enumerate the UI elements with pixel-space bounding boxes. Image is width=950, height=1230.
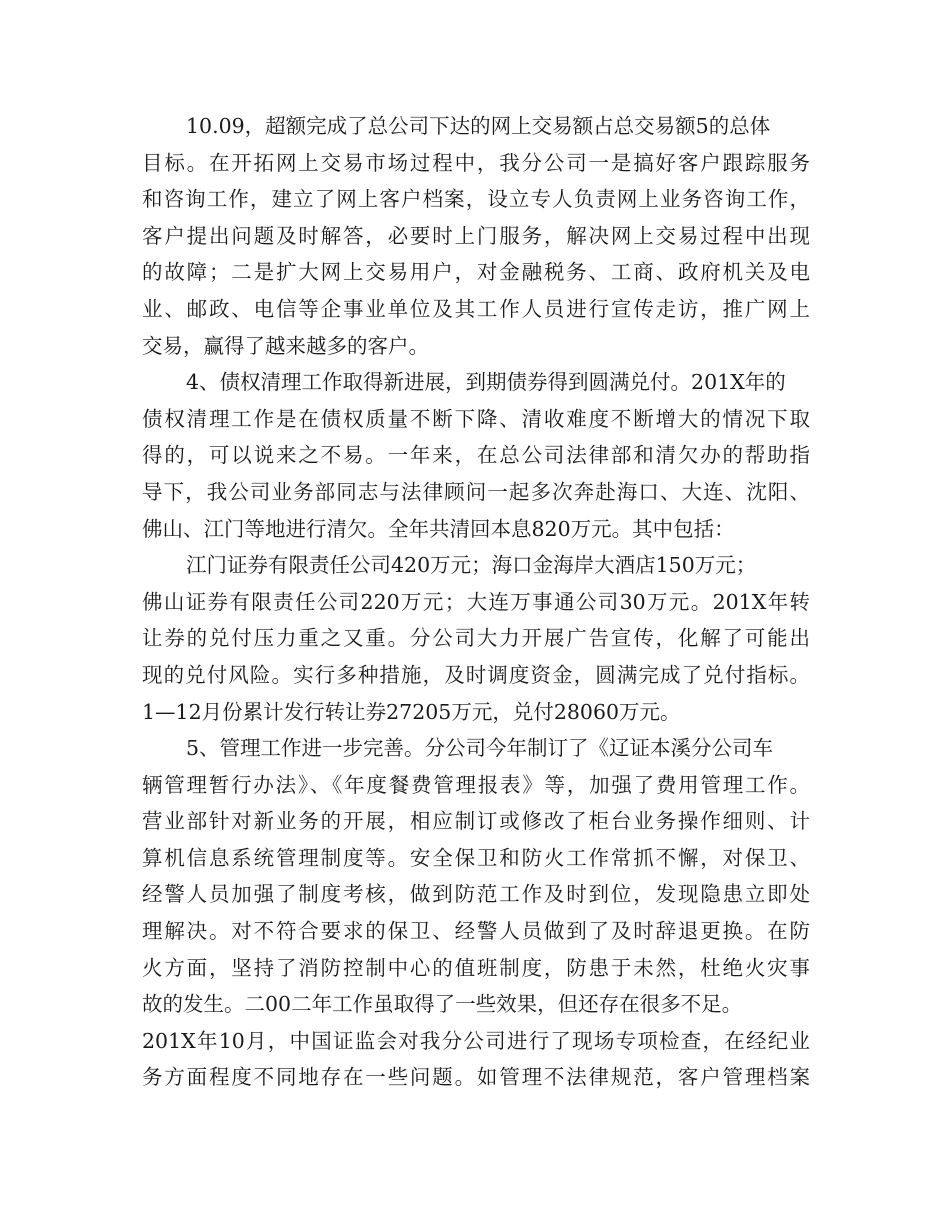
text-line: 让券的兑付压力重之又重。分公司大力开展广告宣传，化解了可能出	[142, 626, 810, 651]
text-line: 业、邮政、电信等企事业单位及其工作人员进行宣传走访，推广网上	[142, 296, 810, 321]
text-line: 得的，可以说来之不易。一年来，在总公司法律部和清欠办的帮助指	[142, 443, 810, 468]
text-line: 5、管理工作进一步完善。分公司今年制订了《辽证本溪分公司车	[186, 736, 774, 761]
text-line: 江门证券有限责任公司420万元；海口金海岸大酒店150万元；	[186, 553, 757, 578]
text-line: 务方面程度不同地存在一些问题。如管理不法律规范，客户管理档案	[142, 1065, 810, 1090]
body-text	[142, 108, 810, 1096]
text-line: 4、债权清理工作取得新进展，到期债券得到圆满兑付。201X年的	[186, 370, 786, 395]
text-line: 1—12月份累计发行转让券27205万元，兑付28060万元。	[142, 699, 681, 724]
text-line: 故的发生。二00二年工作虽取得了一些效果，但还存在很多不足。	[142, 992, 743, 1017]
text-line: 佛山、江门等地进行清欠。全年共清回本息820万元。其中包括：	[142, 516, 735, 541]
text-line: 经警人员加强了制度考核，做到防范工作及时到位，发现隐患立即处	[142, 882, 810, 907]
text-line: 客户提出问题及时解答，必要时上门服务，解决网上交易过程中出现	[142, 223, 810, 248]
text-line: 现的兑付风险。实行多种措施，及时调度资金，圆满完成了兑付指标。	[142, 662, 810, 687]
text-line: 辆管理暂行办法》、《年度餐费管理报表》等，加强了费用管理工作。	[142, 772, 810, 797]
text-line: 和咨询工作，建立了网上客户档案，设立专人负责网上业务咨询工作，	[142, 187, 810, 212]
text-line: 火方面，坚持了消防控制中心的值班制度，防患于未然，杜绝火灾事	[142, 955, 810, 980]
text-line: 营业部针对新业务的开展，相应制订或修改了柜台业务操作细则、计	[142, 809, 810, 834]
text-line: 201X年10月，中国证监会对我分公司进行了现场专项检查，在经纪业	[142, 1028, 810, 1053]
text-line: 佛山证券有限责任公司220万元；大连万事通公司30万元。201X年转	[142, 589, 810, 614]
text-line: 理解决。对不符合要求的保卫、经警人员做到了及时辞退更换。在防	[142, 919, 810, 944]
text-line: 导下，我公司业务部同志与法律顾问一起多次奔赴海口、大连、沈阳、	[142, 479, 810, 504]
text-line: 债权清理工作是在债权质量不断下降、清收难度不断增大的情况下取	[142, 406, 810, 431]
text-line: 算机信息系统管理制度等。安全保卫和防火工作常抓不懈，对保卫、	[142, 845, 810, 870]
text-line: 交易，赢得了越来越多的客户。	[142, 333, 429, 358]
text-line: 10.09，超额完成了总公司下达的网上交易额占总交易额5的总体	[186, 114, 771, 138]
text-line: 的故障；二是扩大网上交易用户，对金融税务、工商、政府机关及电	[142, 260, 810, 285]
text-line: 目标。在开拓网上交易市场过程中，我分公司一是搞好客户跟踪服务	[142, 150, 810, 175]
